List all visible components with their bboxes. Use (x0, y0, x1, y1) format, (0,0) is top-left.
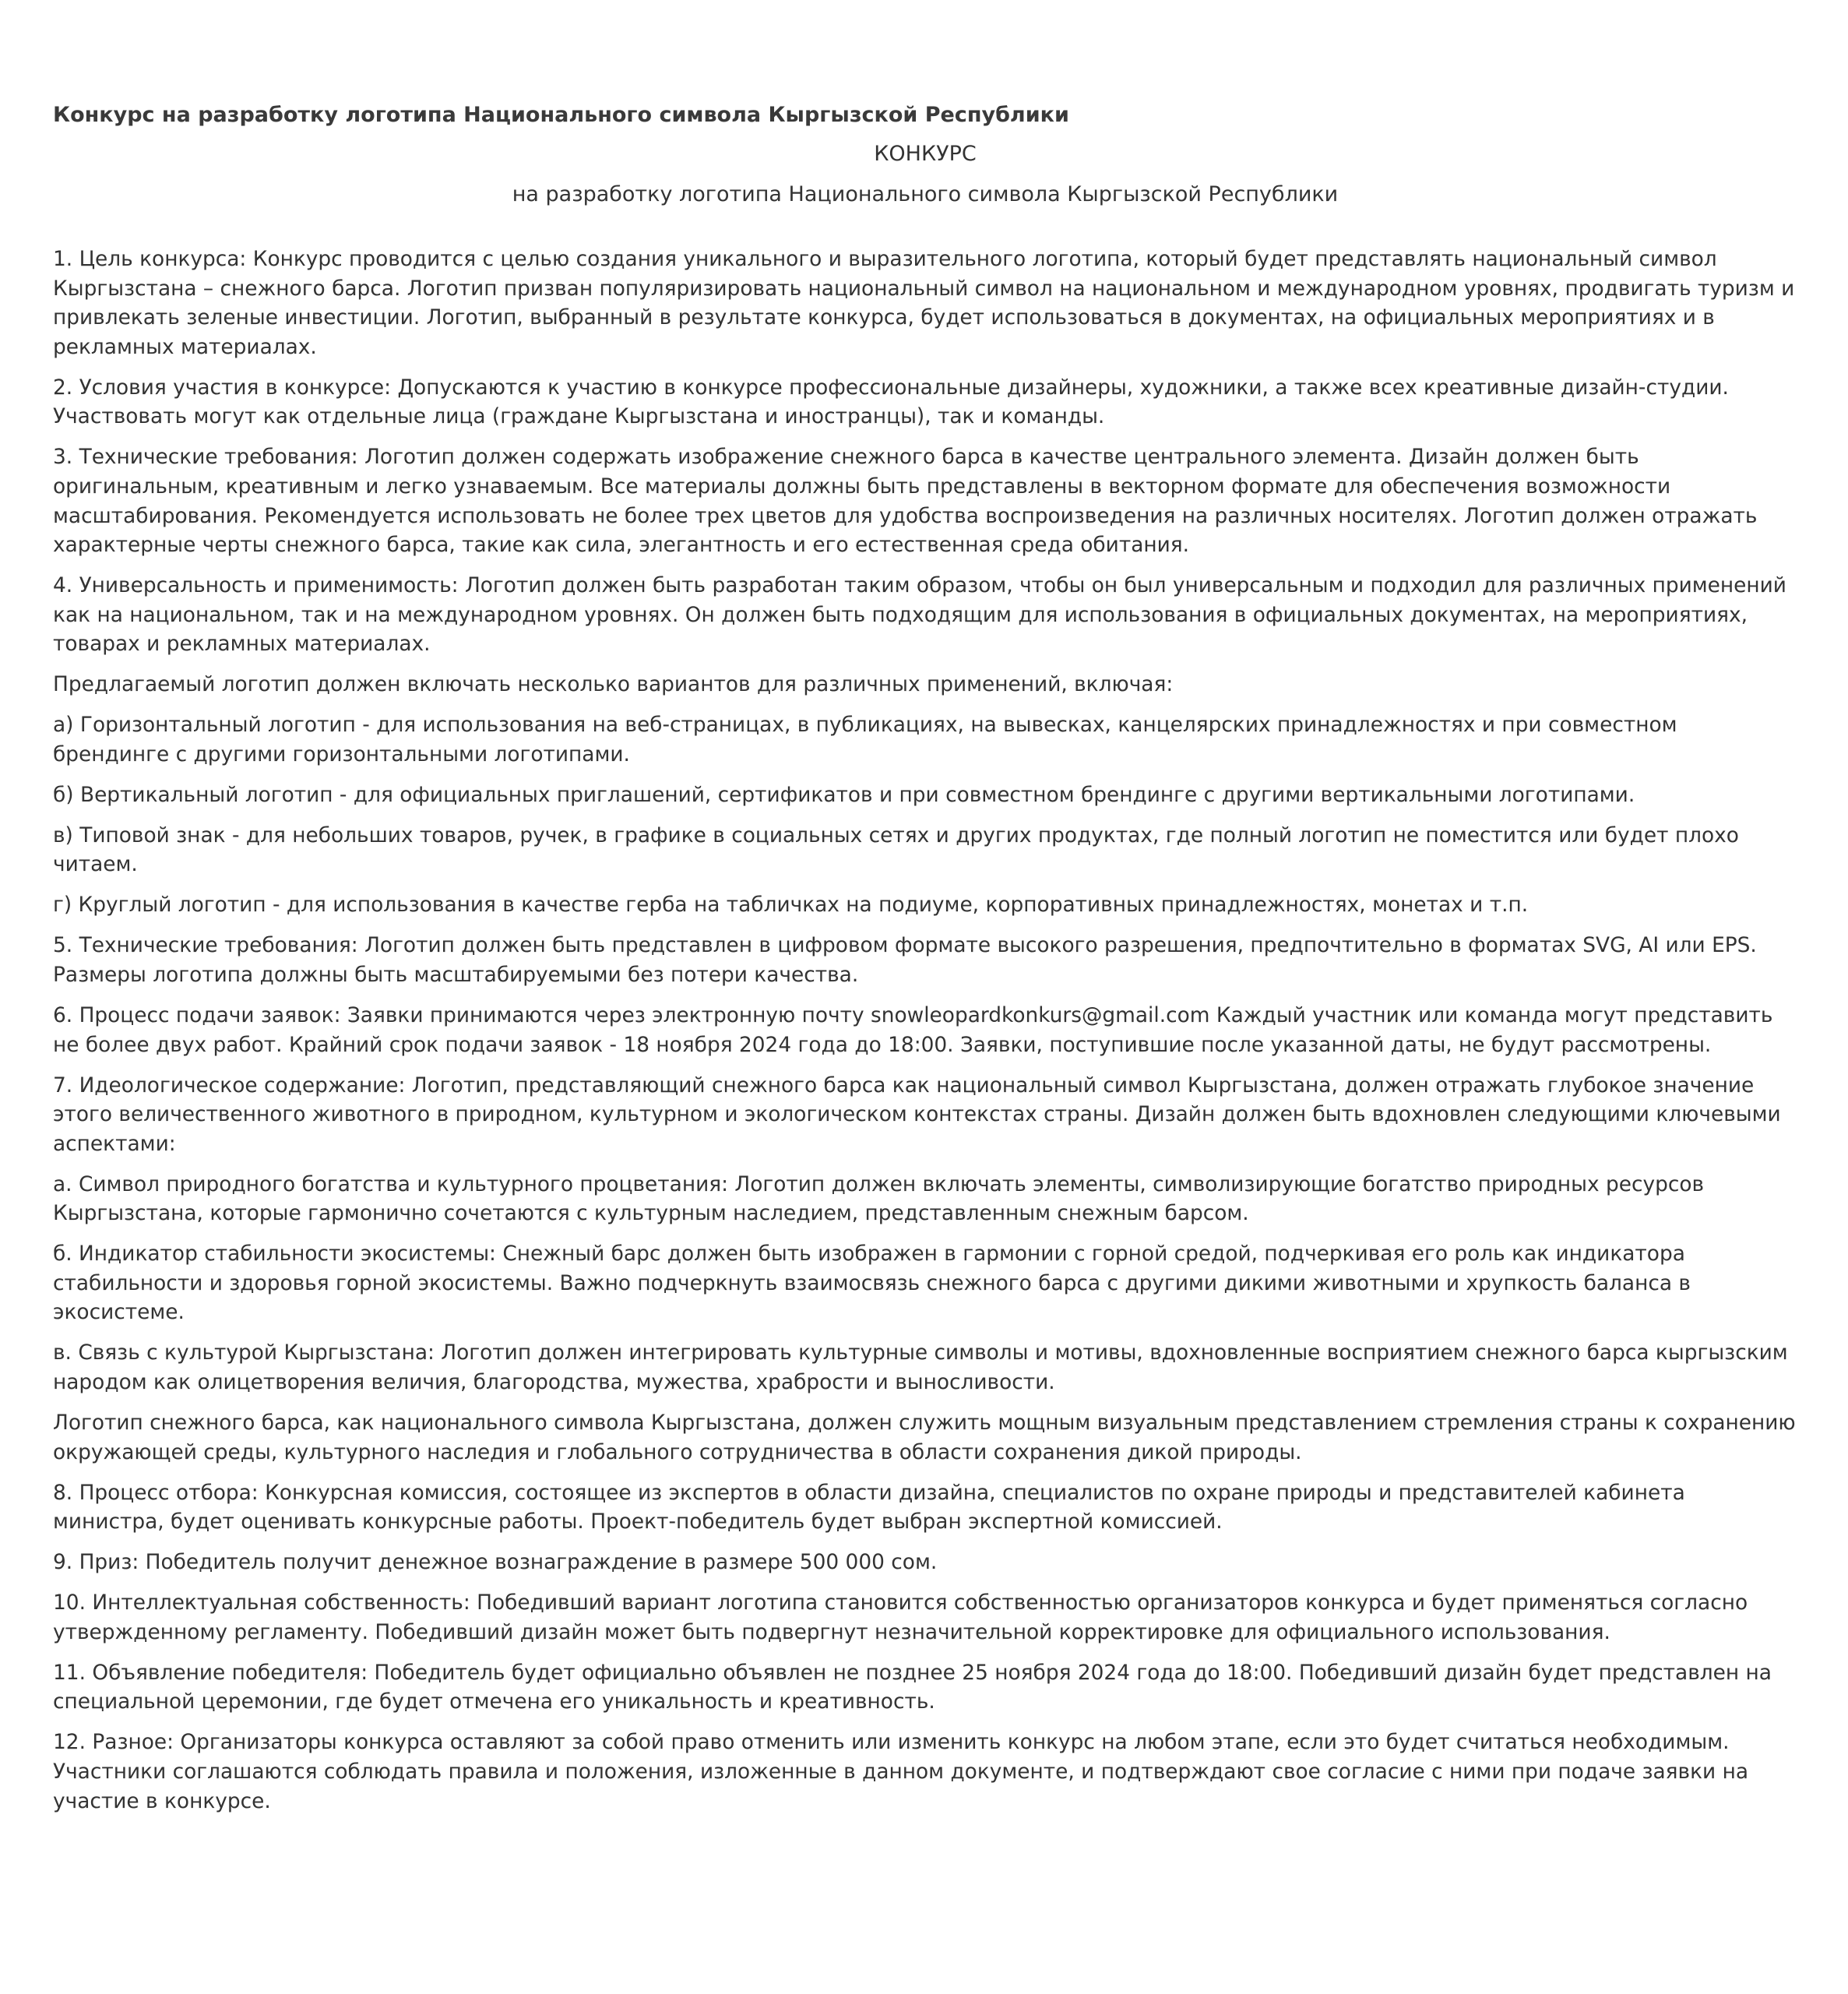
document-title: КОНКУРС (874, 142, 977, 166)
document-body (53, 100, 1797, 1827)
paragraph-8-selection: 8. Процесс отбора: Конкурсная комиссия, состоящее из экспертов в области дизайна, специалистов по охране природы и представителей кабинета министра, будет оценивать конкурсные работы. Проект-победитель будет выбран экспертной комиссией. (53, 1480, 1685, 1534)
paragraph-variant-g: г) Круглый логотип - для использования в качестве герба на табличках на подиуме, корпоративных принадлежностях, монетах и т.п. (53, 893, 1529, 918)
paragraph-variant-a: а) Горизонтальный логотип - для использования на веб-страницах, в публикациях, на вывесках, канцелярских принадлежностях и при совместном брендинге с другими горизонтальными логотипами. (53, 713, 1677, 766)
document-subtitle: на разработку логотипа Национального символа Кыргызской Республики (512, 182, 1339, 206)
paragraph-3-technical-requirements: 3. Технические требования: Логотип должен содержать изображение снежного барса в качестве центрального элемента. Дизайн должен быть оригинальным, креативным и легко узнаваемым. Все материалы должны быть представлены в векторном формате для обеспечения возможности масштабирования. Рекомендуется использовать не более трех цветов для удобства воспроизведения на различных носителях. Логотип должен отражать характерные черты снежного барса, такие как сила, элегантность и его естественная среда обитания. (53, 445, 1758, 558)
paragraph-logo-summary: Логотип снежного барса, как национального символа Кыргызстана, должен служить мощным визуальным представлением стремления страны к сохранению окружающей среды, культурного наследия и глобального сотрудничества в области сохранения дикой природы. (53, 1411, 1796, 1464)
paragraph-7b-indicator: б. Индикатор стабильности экосистемы: Снежный барс должен быть изображен в гармонии с горной средой, подчеркивая его роль как индикатора стабильности и здоровья горной экосистемы. Важно подчеркнуть взаимосвязь снежного барса с другими дикими животными и хрупкость баланса в экосистеме. (53, 1242, 1691, 1325)
paragraph-4-universality: 4. Универсальность и применимость: Логотип должен быть разработан таким образом, чтобы он был универсальным и подходил для различных применений как на национальном, так и на международном уровнях. Он должен быть подходящим для использования в официальных документах, на мероприятиях, товарах и рекламных материалах. (53, 573, 1786, 657)
paragraph-5-technical-requirements: 5. Технические требования: Логотип должен быть представлен в цифровом формате высокого разрешения, предпочтительно в форматах SVG, AI или EPS. Размеры логотипа должны быть масштабируемыми без потери качества. (53, 933, 1757, 987)
paragraph-variants-intro: Предлагаемый логотип должен включать несколько вариантов для различных применений, включая: (53, 672, 1174, 697)
paragraph-variant-v: в) Типовой знак - для небольших товаров, ручек, в графике в социальных сетях и других продуктах, где полный логотип не поместится или будет плохо читаем. (53, 823, 1739, 877)
paragraph-9-prize: 9. Приз: Победитель получит денежное вознаграждение в размере 500 000 сом. (53, 1550, 938, 1575)
paragraph-10-intellectual-property: 10. Интеллектуальная собственность: Победивший вариант логотипа становится собственностью организаторов конкурса и будет применяться согласно утвержденному регламенту. Победивший дизайн может быть подвергнут незначительной корректировке для официального использования. (53, 1591, 1748, 1644)
paragraph-2-conditions: 2. Условия участия в конкурсе: Допускаются к участию в конкурсе профессиональные дизайнеры, художники, а также всех креативные дизайн-студии. Участвовать могут как отдельные лица (граждане Кыргызстана и иностранцы), так и команды. (53, 375, 1729, 429)
paragraph-7-ideology: 7. Идеологическое содержание: Логотип, представляющий снежного барса как национальный символ Кыргызстана, должен отражать глубокое значение этого величественного животного в природном, культурном и экологическом контекстах страны. Дизайн должен быть вдохновлен следующими ключевыми аспектами: (53, 1073, 1781, 1156)
paragraph-11-winner-announcement: 11. Объявление победителя: Победитель будет официально объявлен не позднее 25 ноября 2024 года до 18:00. Победивший дизайн будет представлен на специальной церемонии, где будет отмечена его уникальность и креативность. (53, 1660, 1772, 1714)
paragraph-7v-culture: в. Связь с культурой Кыргызстана: Логотип должен интегрировать культурные символы и мотивы, вдохновленные восприятием снежного барса кыргызским народом как олицетворения величия, благородства, мужества, храбрости и выносливости. (53, 1340, 1788, 1395)
paragraph-variant-b: б) Вертикальный логотип - для официальных приглашений, сертификатов и при совместном брендинге с другими вертикальными логотипами. (53, 782, 1635, 807)
paragraph-7a-symbol: а. Символ природного богатства и культурного процветания: Логотип должен включать элементы, символизирующие богатство природных ресурсов Кыргызстана, которые гармонично сочетаются с культурным наследием, представленным снежным барсом. (53, 1171, 1705, 1226)
paragraph-1-goal: 1. Цель конкурса: Конкурс проводится с целью создания уникального и выразительного логотипа, который будет представлять национальный символ Кыргызстана – снежного барса. Логотип призван популяризировать национальный символ на национальном и международном уровнях, продвигать туризм и привлекать зеленые инвестиции. Логотип, выбранный в результате конкурса, будет использоваться в документах, на официальных мероприятиях и в рекламных материалах. (53, 247, 1795, 359)
paragraph-12-misc: 12. Разное: Организаторы конкурса оставляют за собой право отменить или изменить конкурс на любом этапе, если это будет считаться необходимым. Участники соглашаются соблюдать правила и положения, изложенные в данном документе, и подтверждают свое согласие с ними при подаче заявки на участие в конкурсе. (53, 1730, 1749, 1813)
paragraph-6-submission: 6. Процесс подачи заявок: Заявки принимаются через электронную почту snowleopardkonkurs@gmail.com Каждый участник или команда могут представить не более двух работ. Крайний срок подачи заявок - 18 ноября 2024 года до 18:00. Заявки, поступившие после указанной даты, не будут рассмотрены. (53, 1002, 1773, 1057)
page-heading: Конкурс на разработку логотипа Национального символа Кыргызской Республики (53, 103, 1069, 127)
